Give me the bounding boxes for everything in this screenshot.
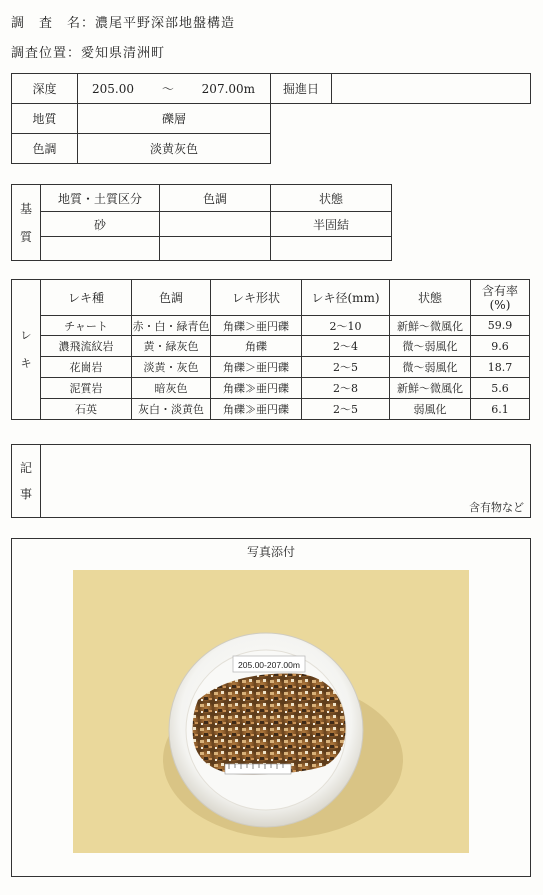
gravel-header-shape: レキ形状 bbox=[211, 280, 302, 316]
gravel-cell: 灰白・淡黄色 bbox=[132, 399, 211, 420]
gravel-sample bbox=[193, 674, 346, 775]
gravel-cell: 花崗岩 bbox=[41, 357, 132, 378]
gravel-cell: 角礫＞亜円礫 bbox=[211, 357, 302, 378]
gravel-header-content-unit: (%) bbox=[489, 297, 511, 312]
sample-label-text: 205.00-207.00m bbox=[238, 660, 300, 670]
depth-from: 205.00 bbox=[92, 82, 134, 96]
photo-title: 写真添付 bbox=[246, 545, 295, 559]
blank-cell bbox=[271, 104, 531, 134]
gravel-cell: 泥質岩 bbox=[41, 378, 132, 399]
gravel-cell: 2～4 bbox=[302, 336, 390, 357]
gravel-header-content-label: 含有率 bbox=[481, 283, 518, 298]
gravel-cell: 暗灰色 bbox=[132, 378, 211, 399]
depth-label: 深度 bbox=[12, 74, 78, 104]
memo-note: 含有物など bbox=[469, 501, 524, 514]
location-value: 愛知県清洲町 bbox=[81, 46, 166, 61]
location-row bbox=[11, 42, 165, 61]
gravel-side-label-1: レ bbox=[20, 328, 32, 342]
matrix-header-color: 色調 bbox=[160, 185, 271, 212]
gravel-cell: 角礫＞亜円礫 bbox=[211, 316, 302, 336]
gravel-cell: 59.9 bbox=[471, 316, 530, 336]
gravel-table bbox=[11, 279, 530, 420]
gravel-cell: 角礫≫亜円礫 bbox=[211, 399, 302, 420]
gravel-cell: 9.6 bbox=[471, 336, 530, 357]
gravel-cell: 黄・緑灰色 bbox=[132, 336, 211, 357]
gravel-header-state: 状態 bbox=[390, 280, 471, 316]
depth-separator: ～ bbox=[161, 82, 174, 96]
matrix-cell bbox=[41, 237, 160, 261]
gravel-side-label-2: キ bbox=[20, 356, 32, 370]
gravel-cell: 新鮮～微風化 bbox=[390, 316, 471, 336]
gravel-cell: 石英 bbox=[41, 399, 132, 420]
gravel-cell: 角礫 bbox=[211, 336, 302, 357]
matrix-cell: 半固結 bbox=[271, 212, 392, 237]
memo-divider bbox=[40, 445, 41, 517]
gravel-header-color: 色調 bbox=[132, 280, 211, 316]
photo-frame bbox=[11, 538, 531, 877]
gravel-cell: 5.6 bbox=[471, 378, 530, 399]
survey-name-value: 濃尾平野深部地盤構造 bbox=[95, 16, 236, 31]
matrix-side-label-1: 基 bbox=[19, 201, 32, 216]
matrix-cell: 砂 bbox=[41, 212, 160, 237]
color-value: 淡黄灰色 bbox=[78, 134, 271, 164]
gravel-cell: 弱風化 bbox=[390, 399, 471, 420]
gravel-cell: 赤・白・緑青色 bbox=[132, 316, 211, 336]
geology-value: 礫層 bbox=[78, 104, 271, 134]
dig-date-label: 掘進日 bbox=[271, 74, 332, 104]
sample-photo-image bbox=[73, 570, 469, 853]
gravel-cell: 角礫≫亜円礫 bbox=[211, 378, 302, 399]
gravel-header-content bbox=[471, 280, 530, 316]
gravel-cell: チャート bbox=[41, 316, 132, 336]
gravel-cell: 微～弱風化 bbox=[390, 357, 471, 378]
gravel-header-type: レキ種 bbox=[41, 280, 132, 316]
matrix-header-state: 状態 bbox=[271, 185, 392, 212]
color-label: 色調 bbox=[12, 134, 78, 164]
gravel-side-label bbox=[12, 280, 41, 420]
survey-name-row bbox=[11, 12, 235, 31]
gravel-cell: 濃飛流紋岩 bbox=[41, 336, 132, 357]
dig-date-value bbox=[332, 74, 531, 104]
geology-label: 地質 bbox=[12, 104, 78, 134]
gravel-cell: 新鮮～微風化 bbox=[390, 378, 471, 399]
matrix-cell bbox=[160, 212, 271, 237]
gravel-cell: 2～8 bbox=[302, 378, 390, 399]
gravel-header-size: レキ径(mm) bbox=[302, 280, 390, 316]
sample-photo bbox=[73, 570, 469, 853]
matrix-side-label bbox=[12, 185, 41, 261]
memo-side-label-1: 記 bbox=[19, 461, 32, 475]
matrix-cell bbox=[160, 237, 271, 261]
gravel-cell: 2～5 bbox=[302, 357, 390, 378]
location-label: 調査位置： bbox=[11, 46, 82, 61]
gravel-cell: 2～5 bbox=[302, 399, 390, 420]
depth-range bbox=[78, 74, 271, 104]
gravel-cell: 6.1 bbox=[471, 399, 530, 420]
gravel-cell: 18.7 bbox=[471, 357, 530, 378]
matrix-cell bbox=[271, 237, 392, 261]
summary-table bbox=[11, 73, 531, 164]
gravel-cell: 2～10 bbox=[302, 316, 390, 336]
depth-to: 207.00m bbox=[201, 82, 256, 96]
matrix-side-label-2: 質 bbox=[19, 229, 32, 244]
survey-name-label: 調 査 名： bbox=[11, 16, 96, 31]
matrix-header-class: 地質・土質区分 bbox=[41, 185, 160, 212]
memo-side-label bbox=[12, 455, 40, 507]
memo-box bbox=[11, 444, 531, 518]
memo-side-label-2: 事 bbox=[19, 487, 32, 501]
gravel-cell: 微～弱風化 bbox=[390, 336, 471, 357]
gravel-cell: 淡黄・灰色 bbox=[132, 357, 211, 378]
matrix-table bbox=[11, 184, 392, 261]
blank-cell bbox=[271, 134, 531, 164]
